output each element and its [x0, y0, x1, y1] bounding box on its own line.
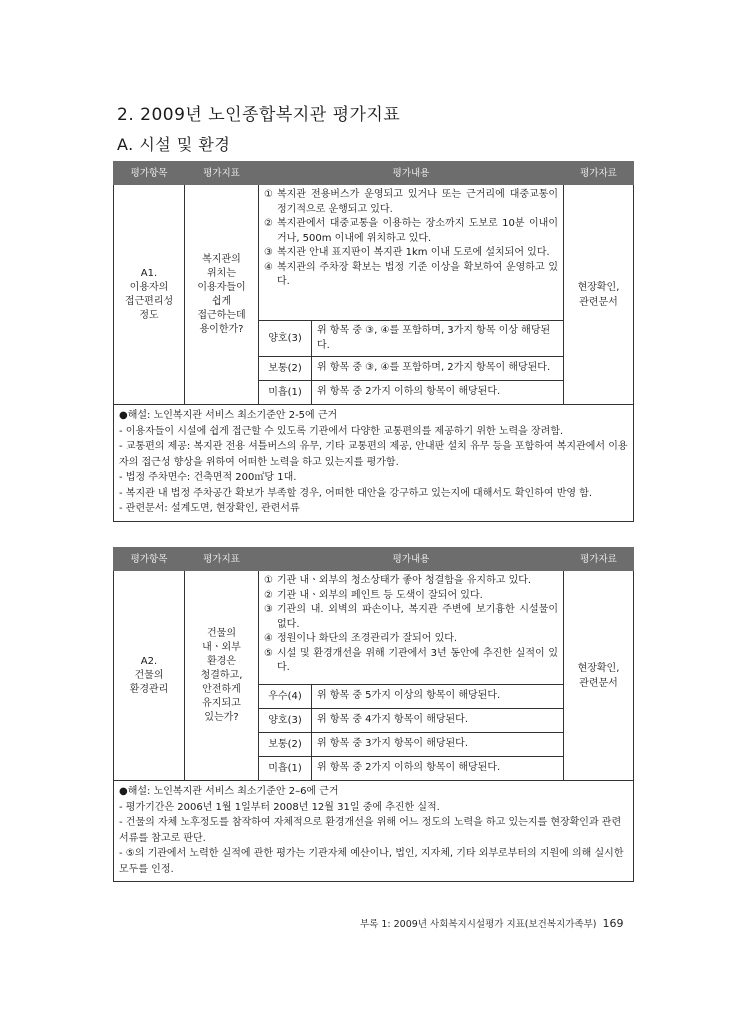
indicator-cell: 건물의 내ㆍ외부 환경은 청결하고, 안전하게 유지되고 있는가?: [185, 571, 259, 781]
grade-label: 보통(2): [259, 357, 312, 381]
category-cell: A2. 건물의 환경관리: [114, 571, 185, 781]
eval-table-a2: [113, 547, 634, 882]
notes-cell: [114, 405, 634, 522]
grade-desc: 위 항목 중 ③, ④를 포함하며, 2가지 항목이 해당된다.: [312, 357, 564, 381]
list-item: ⑤ 시설 및 환경개선을 위해 기관에서 3년 동안에 추진한 실적이 있다.: [264, 647, 558, 673]
note-line: ●해설: 노인복지관 서비스 최소기준안 2-5에 근거: [119, 410, 338, 421]
grade-label: 우수(4): [259, 685, 312, 709]
grade-desc: 위 항목 중 ③, ④를 포함하며, 3가지 항목 이상 해당된다.: [312, 321, 564, 357]
header-source: 평가자료: [564, 548, 634, 571]
note-line: - 교통편의 제공: 복지관 전용 셔틀버스의 유무, 기타 교통편의 제공, 안내판 설치 유무 등을 포함하여 복지관에서 이용자의 접근성 향상을 위하여 어떠한 노력을 하고 있는지를 평가함.: [119, 441, 628, 468]
grade-label: 양호(3): [259, 709, 312, 733]
note-line: - 관련문서: 설계도면, 현장확인, 관련서류: [119, 503, 300, 514]
note-line: - 이용자들이 시설에 쉽게 접근할 수 있도록 기관에서 다양한 교통편의를 제공하기 위한 노력을 장려함.: [119, 425, 564, 437]
header-content: 평가내용: [259, 548, 564, 571]
footer-text: 부록 1: 2009년 사회복지시설평가 지표(보건복지가족부): [360, 919, 597, 930]
grade-desc: 위 항목 중 5가지 이상의 항목이 해당된다.: [312, 685, 564, 709]
header-category: 평가항목: [114, 162, 185, 185]
grade-desc: 위 항목 중 4가지 항목이 해당된다.: [312, 709, 564, 733]
section-heading: A. 시설 및 환경: [117, 135, 231, 154]
source-cell: 현장확인, 관련문서: [564, 571, 634, 781]
header-category: 평가항목: [114, 548, 185, 571]
page-heading: 2. 2009년 노인종합복지관 평가지표: [117, 105, 401, 125]
grade-label: 미흡(1): [259, 381, 312, 405]
indicator-cell: 복지관의 위치는 이용자들이 쉽게 접근하는데 용이한가?: [185, 185, 259, 405]
list-item: ② 기관 내ㆍ외부의 페인트 등 도색이 잘되어 있다.: [264, 589, 483, 601]
grade-label: 미흡(1): [259, 757, 312, 781]
grade-label: 양호(3): [259, 321, 312, 357]
note-line: - 복지관 내 법정 주차공간 확보가 부족할 경우, 어떠한 대안을 강구하고 있는지에 대해서도 확인하여 반영 함.: [119, 487, 593, 499]
criteria-items: [259, 185, 564, 321]
grade-label: 보통(2): [259, 733, 312, 757]
eval-table-a1: [113, 161, 634, 522]
notes-cell: [114, 781, 634, 882]
list-item: ① 복지관 전용버스가 운영되고 있거나 또는 근거리에 대중교통이 정기적으로 운행되고 있다.: [264, 189, 558, 215]
list-item: ④ 복지관의 주차장 확보는 법정 기준 이상을 확보하여 운영하고 있다.: [264, 261, 558, 287]
page-number: 169: [602, 917, 624, 930]
note-line: - ⑤의 기관에서 노력한 실적에 관한 평가는 기관자체 예산이나, 법인, 지자체, 기타 외부로부터의 지원에 의해 실시한 모두를 인정.: [119, 848, 624, 875]
note-line: ●해설: 노인복지관 서비스 최소기준안 2–6에 근거: [119, 786, 339, 797]
grade-desc: 위 항목 중 2가지 이하의 항목이 해당된다.: [312, 381, 564, 405]
note-line: - 평가기간은 2006년 1월 1일부터 2008년 12월 31일 중에 추진한 실적.: [119, 801, 440, 813]
note-line: - 건물의 자체 노후정도를 참작하여 자체적으로 환경개선을 위해 어느 정도의 노력을 하고 있는지를 현장확인과 관련서류를 참고로 판단.: [119, 817, 622, 844]
category-cell: A1. 이용자의 접근편리성 정도: [114, 185, 185, 405]
grade-desc: 위 항목 중 2가지 이하의 항목이 해당된다.: [312, 757, 564, 781]
header-content: 평가내용: [259, 162, 564, 185]
header-indicator: 평가지표: [185, 548, 259, 571]
header-indicator: 평가지표: [185, 162, 259, 185]
note-line: - 법정 주차면수: 건축면적 200㎡당 1대.: [119, 472, 297, 483]
header-source: 평가자료: [564, 162, 634, 185]
page-footer: [360, 916, 623, 930]
list-item: ① 기관 내ㆍ외부의 청소상태가 좋아 청결함을 유지하고 있다.: [264, 575, 532, 586]
list-item: ③ 기관의 내. 외벽의 파손이나, 복지관 주변에 보기흉한 시설물이 없다.: [264, 604, 558, 630]
criteria-items: [259, 571, 564, 685]
list-item: ④ 정원이나 화단의 조경관리가 잘되어 있다.: [264, 633, 458, 644]
list-item: ③ 복지관 안내 표지판이 복지관 1km 이내 도로에 설치되어 있다.: [264, 247, 550, 258]
list-item: ② 복지관에서 대중교통을 이용하는 장소까지 도보로 10분 이내이거나, 500m 이내에 위치하고 있다.: [264, 218, 558, 244]
source-cell: 현장확인, 관련문서: [564, 185, 634, 405]
grade-desc: 위 항목 중 3가지 항목이 해당된다.: [312, 733, 564, 757]
